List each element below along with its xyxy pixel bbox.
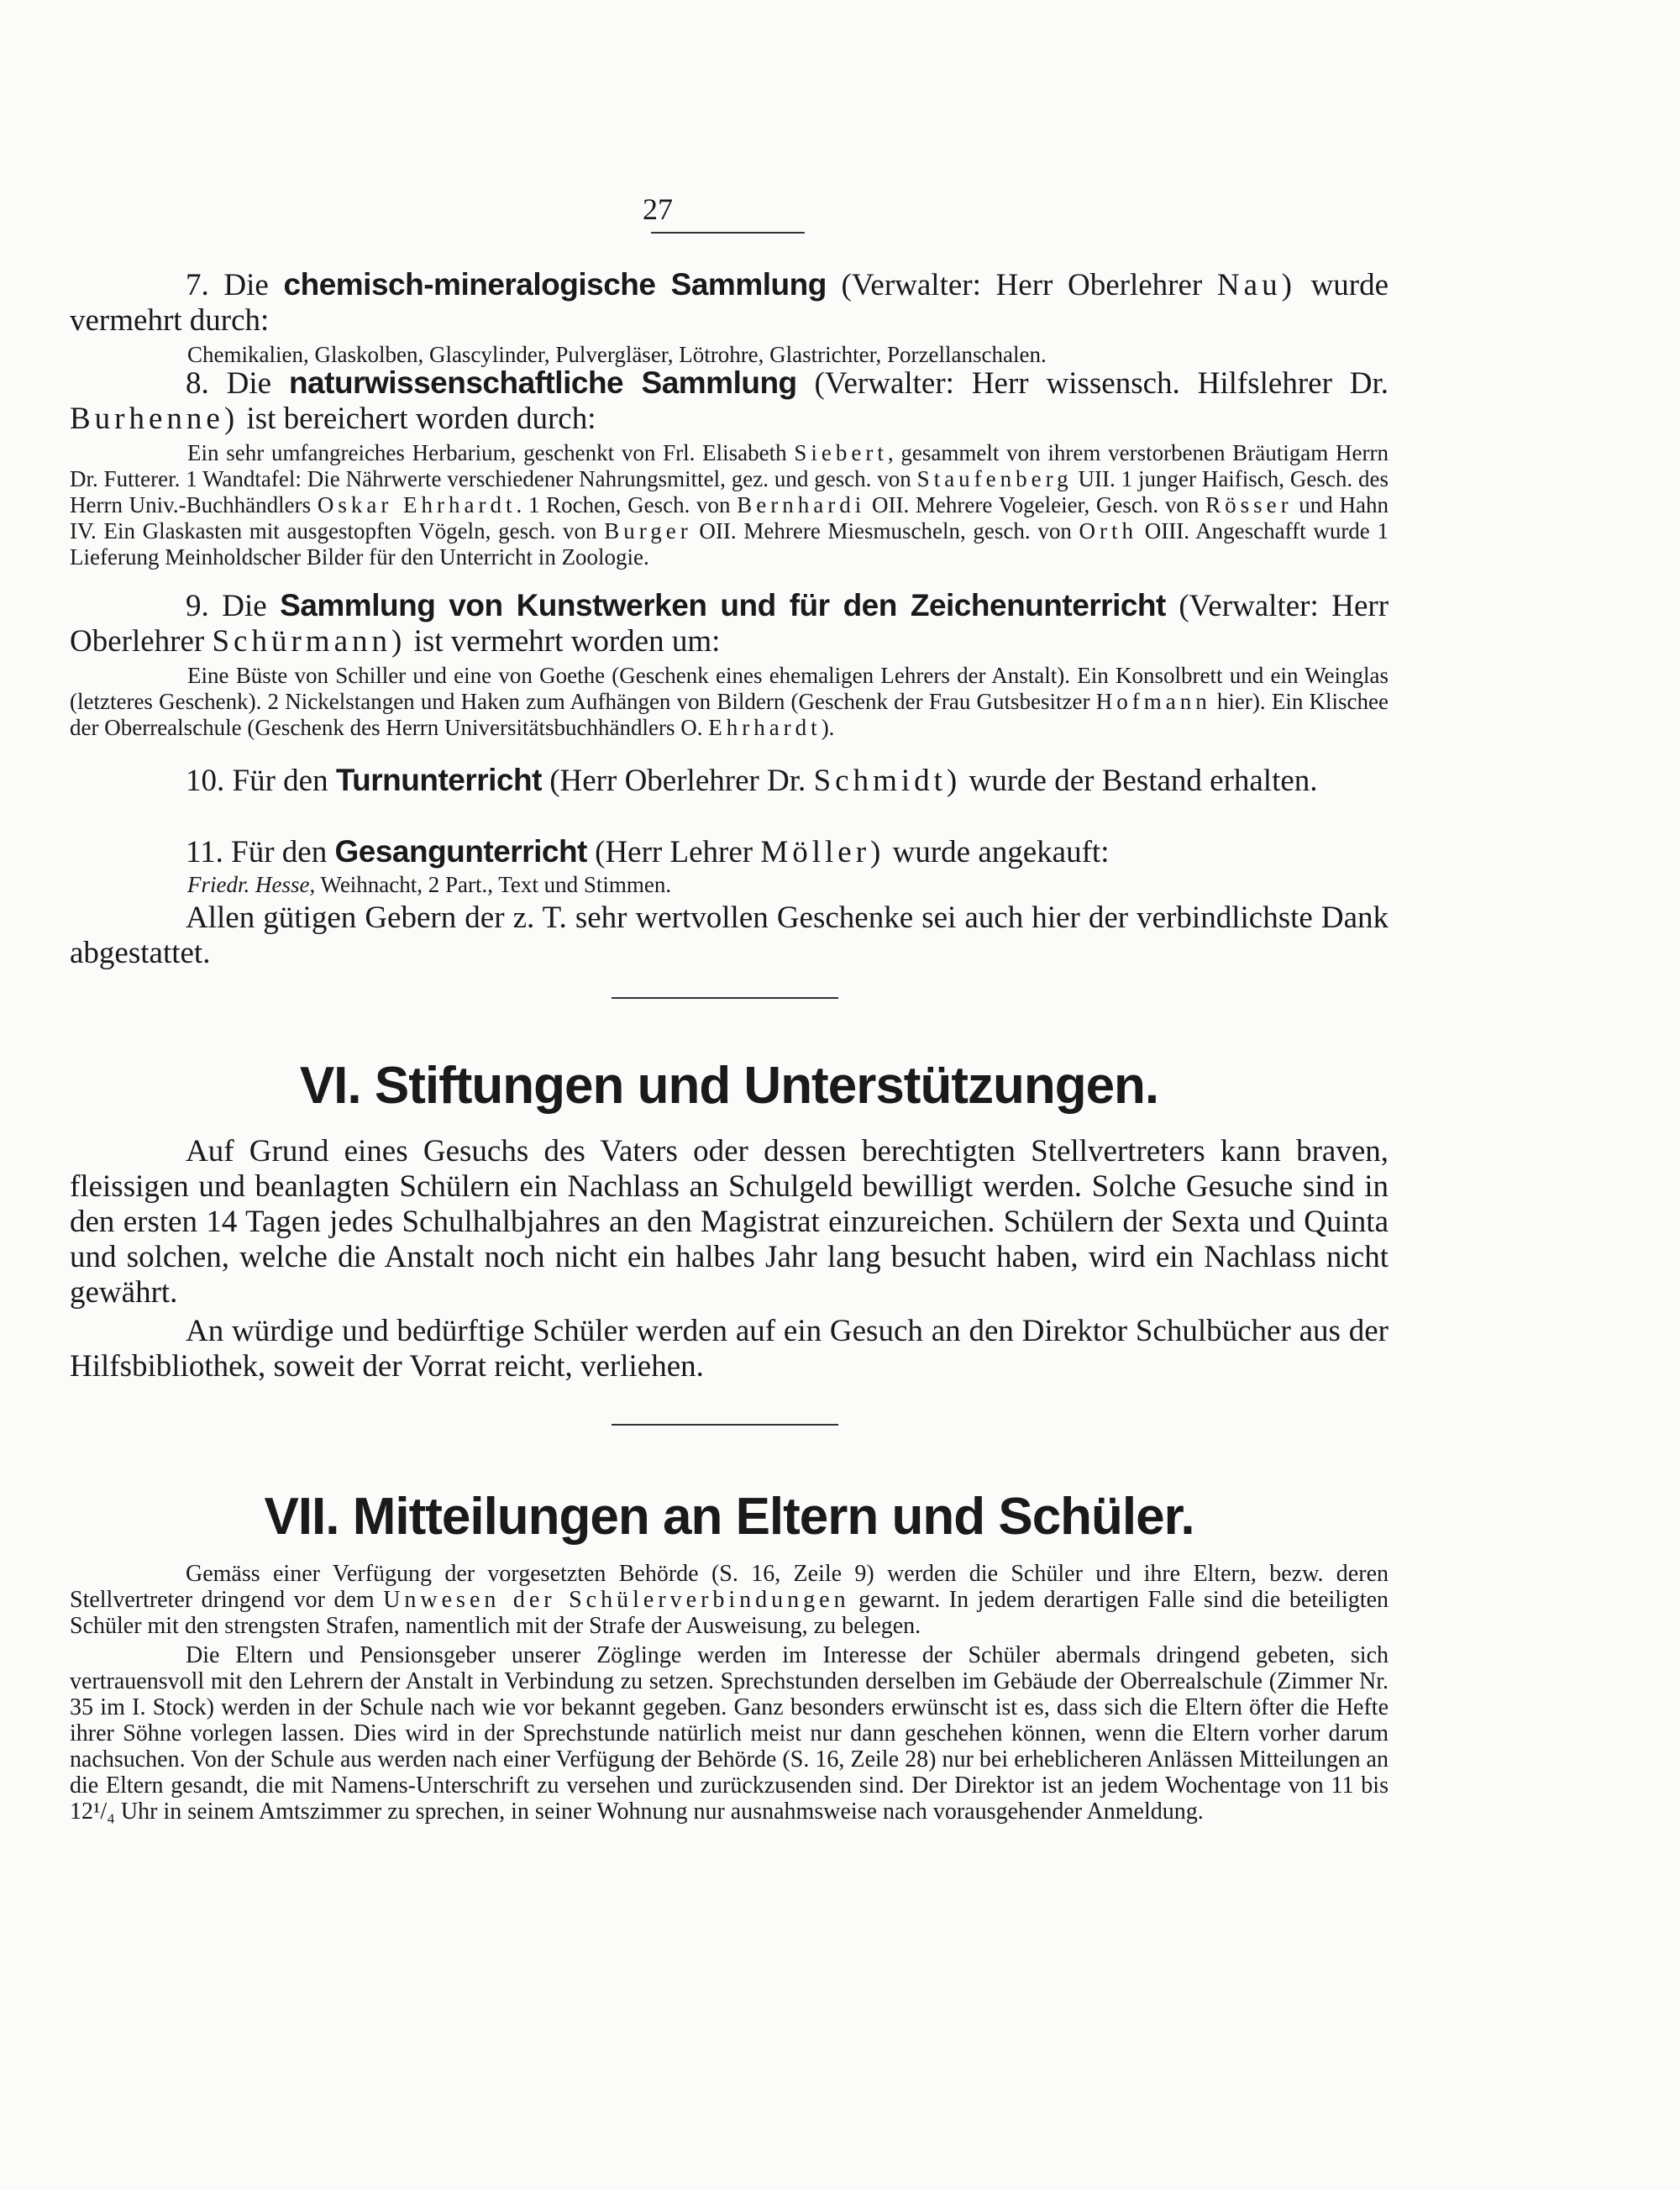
section-9-details: Eine Büste von Schiller und eine von Goethe (Geschenk eines ehemaligen Lehrers der Anstalt). Ein Konsolbrett und ein Weinglas (letzteres Geschenk). 2 Nickelstangen und Haken zum Aufhängen von Bildern (Geschenk der Frau Gutsbesitzer Hofmann hier). Ein Klischee der Oberrealschule (Geschenk des Herrn Universitätsbuchhändlers O. Ehrhardt).	[70, 663, 1389, 740]
section-8-admin: Burhenne)	[70, 402, 239, 436]
divider-1	[70, 997, 1389, 999]
section-7	[70, 267, 1389, 368]
section-7-details: Chemikalien, Glaskolben, Glascylinder, Pulvergläser, Lötrohre, Glastrichter, Porzellanschalen.	[187, 342, 1047, 367]
heading-vii-block	[70, 1487, 1389, 1547]
section-10	[70, 763, 1389, 799]
vii-paragraph-1: Gemäss einer Verfügung der vorgesetzten Behörde (S. 16, Zeile 9) werden die Schüler und ihre Eltern, bezw. deren Stellvertreter dringend vor dem Unwesen der Schülerverbindungen gewarnt. In jedem derartigen Falle sind die beteiligten Schüler mit den strengsten Strafen, namentlich mit der Strafe der Ausweisung, zu belegen.	[70, 1561, 1389, 1639]
section-8-lead: 8. Die naturwissenschaftliche Sammlung (Verwalter: Herr wissensch. Hilfslehrer Dr. Burhenne) ist bereichert worden durch:	[70, 365, 1389, 436]
section-8-title: naturwissenschaftliche Sammlung	[288, 365, 797, 400]
vii-paragraph-2: Die Eltern und Pensionsgeber unserer Zöglinge werden im Interesse der Schüler abermals dringend gebeten, sich vertrauensvoll mit den Lehrern der Anstalt in Verbindung zu setzen. Sprechstunden derselben im Gebäude der Oberrealschule (Zimmer Nr. 35 im I. Stock) werden in der Schule nach wie vor bekannt gegeben. Ganz besonders erwünscht ist es, dass sich die Eltern öfter die Hefte ihrer Söhne vorlegen lassen. Dies wird in der Sprechstunde natürlich meist nur dann geschehen können, wenn die Eltern vorher darum nachsuchen. Von der Schule aus werden nach einer Verfügung der Behörde (S. 16, Zeile 28) nur bei erheblicheren Anlässen Mitteilungen an die Eltern gesandt, die mit Namens-Unterschrift zu versehen und zurückzusenden sind. Der Direktor ist an jedem Wochentage von 11 bis 12¹/₄ Uhr in seinem Amtszimmer zu sprechen, in seiner Wohnung nur ausnahmsweise nach vorausgehender Anmeldung.	[70, 1642, 1389, 1825]
section-11-title: Gesangunterricht	[334, 834, 587, 869]
vi-paragraph-2: An würdige und bedürftige Schüler werden auf ein Gesuch an den Direktor Schulbücher aus der Hilfsbibliothek, soweit der Vorrat reicht, verliehen.	[70, 1314, 1389, 1384]
section-10-lead: 10. Für den Turnunterricht (Herr Oberlehrer Dr. Schmidt) wurde der Bestand erhalten.	[186, 763, 1318, 798]
vi-block	[70, 1134, 1389, 1384]
heading-vi: VI. Stiftungen und Unterstützungen.	[299, 1057, 1159, 1115]
section-10-title: Turnunterricht	[335, 763, 542, 797]
section-9-admin: Schürmann)	[212, 624, 407, 659]
section-7-admin: Nau)	[1216, 268, 1296, 302]
page-number: 27	[643, 192, 673, 226]
heading-vi-block	[70, 1056, 1389, 1116]
vii-block	[70, 1561, 1389, 1825]
section-11-lead: 11. Für den Gesangunterricht (Herr Lehrer Möller) wurde angekauft:	[186, 834, 1110, 869]
section-8-details: Ein sehr umfangreiches Herbarium, geschenkt von Frl. Elisabeth Siebert, gesammelt von ihrem verstorbenen Bräutigam Herrn Dr. Futterer. 1 Wandtafel: Die Nährwerte verschiedener Nahrungsmittel, gez. und gesch. von Staufenberg UII. 1 junger Haifisch, Gesch. des Herrn Univ.-Buchhändlers Oskar Ehrhardt. 1 Rochen, Gesch. von Bernhardi OII. Mehrere Vogeleier, Gesch. von Rösser und Hahn IV. Ein Glaskasten mit ausgestopften Vögeln, gesch. von Burger OII. Mehrere Miesmuscheln, gesch. von Orth OIII. Angeschafft wurde 1 Lieferung Meinholdscher Bilder für den Unterricht in Zoologie.	[70, 440, 1389, 570]
section-7-lead: 7. Die chemisch-mineralogische Sammlung (Verwalter: Herr Oberlehrer Nau) wurde vermehrt durch:	[70, 267, 1389, 338]
section-11-details: Friedr. Hesse, Weihnacht, 2 Part., Text und Stimmen.	[187, 872, 672, 897]
divider-2	[70, 1424, 1389, 1426]
thanks-block	[70, 901, 1389, 971]
section-11	[70, 834, 1389, 898]
section-7-title: chemisch-mineralogische Sammlung	[283, 267, 827, 302]
page-number-rule	[651, 232, 805, 234]
section-11-admin: Möller)	[760, 835, 885, 869]
vi-paragraph-1: Auf Grund eines Gesuchs des Vaters oder dessen berechtigten Stellvertreters kann braven, fleissigen und beanlagten Schülern ein Nachlass an Schulgeld bewilligt werden. Solche Gesuche sind in den ersten 14 Tagen jedes Schulhalbjahres an den Magistrat einzureichen. Schülern der Sexta und Quinta und solchen, welche die Anstalt noch nicht ein halbes Jahr lang besucht haben, wird ein Nachlass nicht gewährt.	[70, 1134, 1389, 1310]
section-9-lead: 9. Die Sammlung von Kunstwerken und für den Zeichenunterricht (Verwalter: Herr Oberlehrer Schürmann) ist vermehrt worden um:	[70, 588, 1389, 659]
section-10-admin: Schmidt)	[813, 764, 962, 798]
section-9-title: Sammlung von Kunstwerken und für den Zeichenunterricht	[280, 588, 1166, 622]
section-9	[70, 588, 1389, 741]
heading-vii: VII. Mitteilungen an Eltern und Schüler.	[264, 1488, 1194, 1546]
thanks-paragraph: Allen gütigen Gebern der z. T. sehr wertvollen Geschenke sei auch hier der verbindlichste Dank abgestattet.	[70, 901, 1389, 970]
section-8	[70, 365, 1389, 570]
